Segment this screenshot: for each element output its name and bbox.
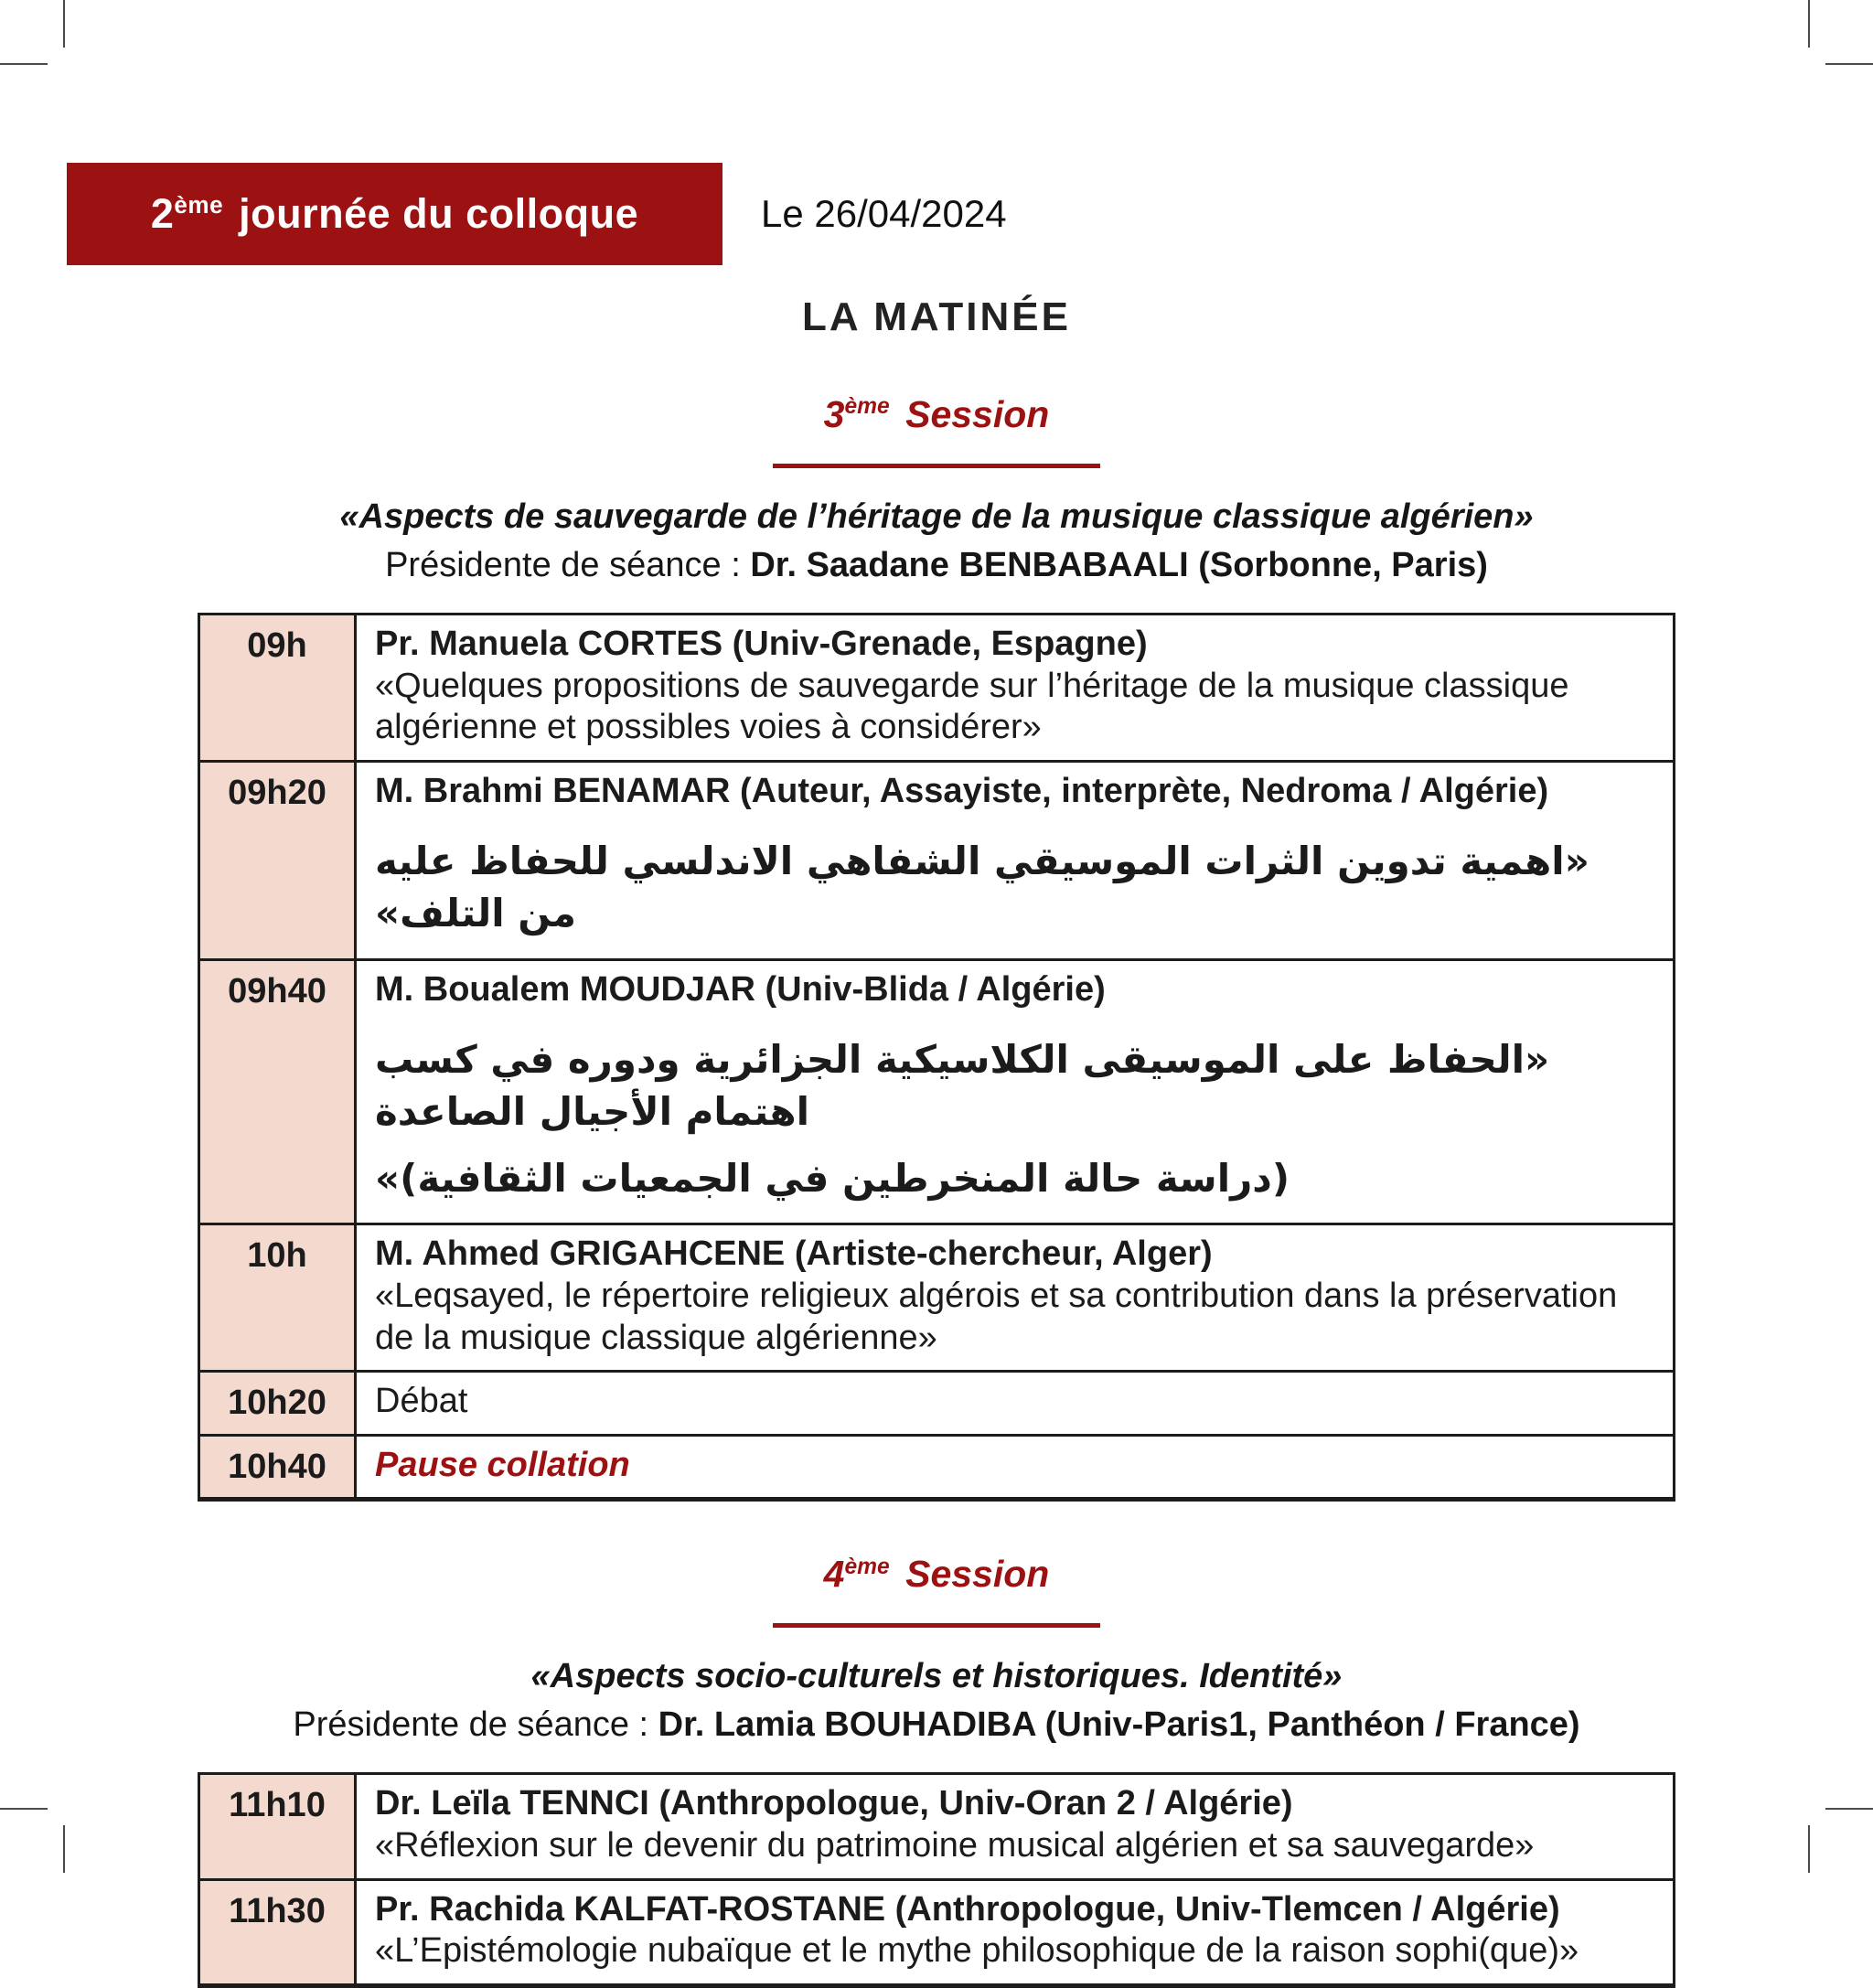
chair-prefix: Présidente de séance : xyxy=(385,546,751,584)
speaker-name: M. Ahmed GRIGAHCENE (Artiste-chercheur, Alger) xyxy=(375,1234,1213,1274)
schedule-row xyxy=(199,1372,1675,1436)
time-cell: 11h10 xyxy=(199,1774,356,1879)
ordinal-superscript: ème xyxy=(174,191,224,219)
speaker-name: Dr. Leïla TENNCI (Anthropologue, Univ-Oran 2 / Algérie) xyxy=(375,1784,1293,1823)
schedule-row xyxy=(199,1774,1675,1879)
session-4-chair xyxy=(0,1705,1873,1745)
session-4-underline xyxy=(773,1623,1100,1628)
speaker-name: Pr. Rachida KALFAT-ROSTANE (Anthropologue, Univ-Tlemcen / Algérie) xyxy=(375,1889,1560,1929)
time-cell: 09h20 xyxy=(199,761,356,959)
crop-mark xyxy=(0,63,48,65)
talk-title: «Quelques propositions de sauvegarde sur l’héritage de la musique classique algérienne et possibles voies à considérer» xyxy=(375,666,1569,747)
talk-title: «الحفاظ على الموسيقى الكلاسيكية الجزائرية ودوره في كسب اهتمام الأجيال الصاعدة xyxy=(375,1037,1550,1135)
talk-title: Débat xyxy=(375,1382,468,1421)
session-3-block xyxy=(0,393,1873,1502)
speaker-name: Pr. Manuela CORTES (Univ-Grenade, Espagne) xyxy=(375,625,1148,663)
talk-cell xyxy=(356,615,1675,762)
time-cell: 10h40 xyxy=(199,1435,356,1500)
schedule-row xyxy=(199,761,1675,959)
talk-title: Pause collation xyxy=(375,1445,630,1484)
talk-title: «L’Epistémologie nubaïque et le mythe philosophique de la raison sophi(que)» xyxy=(375,1931,1579,1971)
chair-prefix: Présidente de séance : xyxy=(293,1705,658,1745)
day-banner xyxy=(67,163,722,265)
time-cell: 10h20 xyxy=(199,1372,356,1436)
talk-title: «Réflexion sur le devenir du patrimoine musical algérien et sa sauvegarde» xyxy=(375,1825,1535,1865)
schedule-row xyxy=(199,959,1675,1224)
crop-mark xyxy=(63,0,65,48)
talk-cell xyxy=(356,1774,1675,1879)
schedule-row xyxy=(199,1879,1675,1985)
session-3-underline xyxy=(773,464,1100,468)
chair-name: Dr. Saadane BENBABAALI (Sorbonne, Paris) xyxy=(750,546,1488,584)
talk-cell xyxy=(356,1879,1675,1985)
schedule-row xyxy=(199,1224,1675,1372)
talk-cell xyxy=(356,761,1675,959)
talk-title: «Leqsayed, le répertoire religieux algérois et sa contribution dans la préservation de la musique classique algérienne» xyxy=(375,1277,1618,1357)
time-cell: 10h xyxy=(199,1224,356,1372)
morning-heading: LA MATINÉE xyxy=(802,294,1071,339)
crop-mark xyxy=(1825,63,1873,65)
colloque-date: Le 26/04/2024 xyxy=(761,192,1007,235)
speaker-name: M. Boualem MOUDJAR (Univ-Blida / Algérie) xyxy=(375,969,1106,1009)
ordinal-superscript: ème xyxy=(844,1554,890,1579)
session-4-heading: 4ème Session xyxy=(823,1553,1050,1596)
speaker-name: M. Brahmi BENAMAR (Auteur, Assayiste, interprète, Nedroma / Algérie) xyxy=(375,771,1549,810)
talk-title: (دراسة حالة المنخرطين في الجمعيات الثقافية)» xyxy=(375,1155,1290,1201)
crop-mark xyxy=(1808,0,1810,48)
talk-cell xyxy=(356,959,1675,1224)
day-banner-text: 2ème journée du colloque xyxy=(150,190,639,237)
talk-cell xyxy=(356,1435,1675,1500)
program-content xyxy=(0,294,1873,1988)
session-4-block xyxy=(0,1553,1873,1987)
schedule-row xyxy=(199,615,1675,762)
talk-cell xyxy=(356,1372,1675,1436)
session-3-schedule-table xyxy=(198,613,1675,1502)
chair-name: Dr. Lamia BOUHADIBA (Univ-Paris1, Panthéon / France) xyxy=(658,1705,1580,1745)
session-3-chair xyxy=(0,546,1873,585)
session-3-theme: «Aspects de sauvegarde de l’héritage de la musique classique algérien» xyxy=(339,497,1534,536)
schedule-row xyxy=(199,1435,1675,1500)
time-cell: 11h30 xyxy=(199,1879,356,1985)
time-cell: 09h40 xyxy=(199,959,356,1224)
talk-cell xyxy=(356,1224,1675,1372)
session-3-heading: 3ème Session xyxy=(823,393,1050,435)
session-4-schedule-table xyxy=(198,1772,1675,1987)
talk-title: «اهمية تدوين الثرات الموسيقي الشفاهي الاندلسي للحفاظ عليه من التلف» xyxy=(375,839,1589,936)
session-4-theme: «Aspects socio-culturels et historiques. Identité» xyxy=(530,1657,1343,1696)
time-cell: 09h xyxy=(199,615,356,762)
ordinal-superscript: ème xyxy=(844,394,890,420)
